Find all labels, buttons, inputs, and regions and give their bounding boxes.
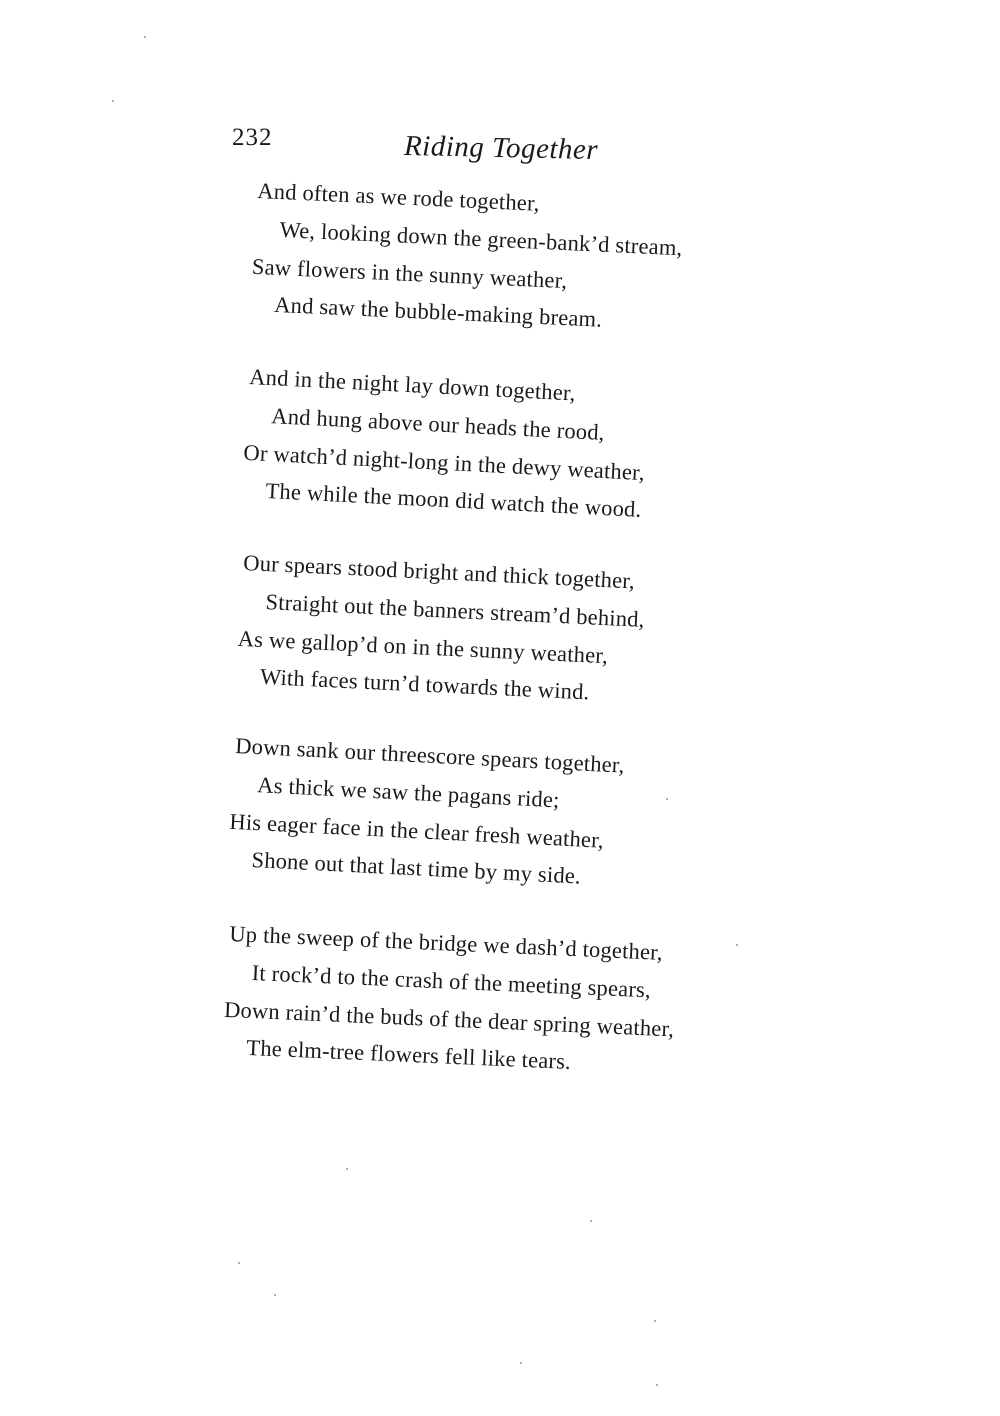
- stanza: [228, 733, 795, 889]
- stanza: [237, 550, 803, 705]
- poem-line: Saw flowers in the sunny weather,: [251, 253, 568, 294]
- scan-speck: [590, 1220, 592, 1222]
- scan-speck: [654, 1320, 656, 1322]
- page-number: 232: [232, 124, 273, 151]
- poem-line: And often as we rode together,: [256, 178, 541, 216]
- poem-line: Shone out that last time by my side.: [250, 846, 582, 889]
- poem-line: We, looking down the green-bank’d stream,: [279, 217, 683, 261]
- poem-line: As we gallop’d on in the sunny weather,: [237, 625, 609, 669]
- poem-line: The elm-tree flowers fell like tears.: [245, 1034, 572, 1074]
- poem-line: And in the night lay down together,: [248, 364, 577, 406]
- poem-line: It rock’d to the crash of the meeting spears,: [251, 960, 652, 1003]
- stanza: [242, 364, 809, 522]
- scan-speck: [112, 100, 114, 102]
- scan-speck: [736, 944, 738, 946]
- scan-speck: [274, 1294, 276, 1296]
- poem-line: Down rain’d the buds of the dear spring weather,: [223, 996, 675, 1042]
- scan-speck: [346, 1168, 348, 1170]
- poem-line: The while the moon did watch the wood.: [264, 477, 643, 522]
- poem-line: Or watch’d night-long in the dewy weather,: [242, 439, 646, 486]
- poem-line: As thick we saw the pagans ride;: [256, 772, 561, 813]
- poem-line: And hung above our heads the rood,: [270, 403, 606, 446]
- stanza: [223, 921, 789, 1074]
- scan-speck: [520, 1362, 522, 1364]
- poem-line: Straight out the banners stream’d behind,: [265, 589, 646, 632]
- poem-line: Our spears stood bright and thick together,: [242, 550, 636, 594]
- poem-line: Down sank our threescore spears together,: [234, 733, 626, 778]
- scan-speck: [656, 1384, 658, 1386]
- poem-line: Up the sweep of the bridge we dash’d together,: [228, 921, 664, 965]
- poem-line: And saw the bubble-making bream.: [273, 291, 603, 332]
- stanza: [251, 178, 817, 332]
- poem-line: With faces turn’d towards the wind.: [259, 663, 591, 705]
- scan-speck: [666, 798, 668, 800]
- poem-line: His eager face in the clear fresh weather,: [228, 808, 605, 853]
- scan-speck: [238, 1262, 240, 1264]
- running-title: Riding Together: [403, 130, 599, 167]
- scan-speck: [144, 36, 146, 38]
